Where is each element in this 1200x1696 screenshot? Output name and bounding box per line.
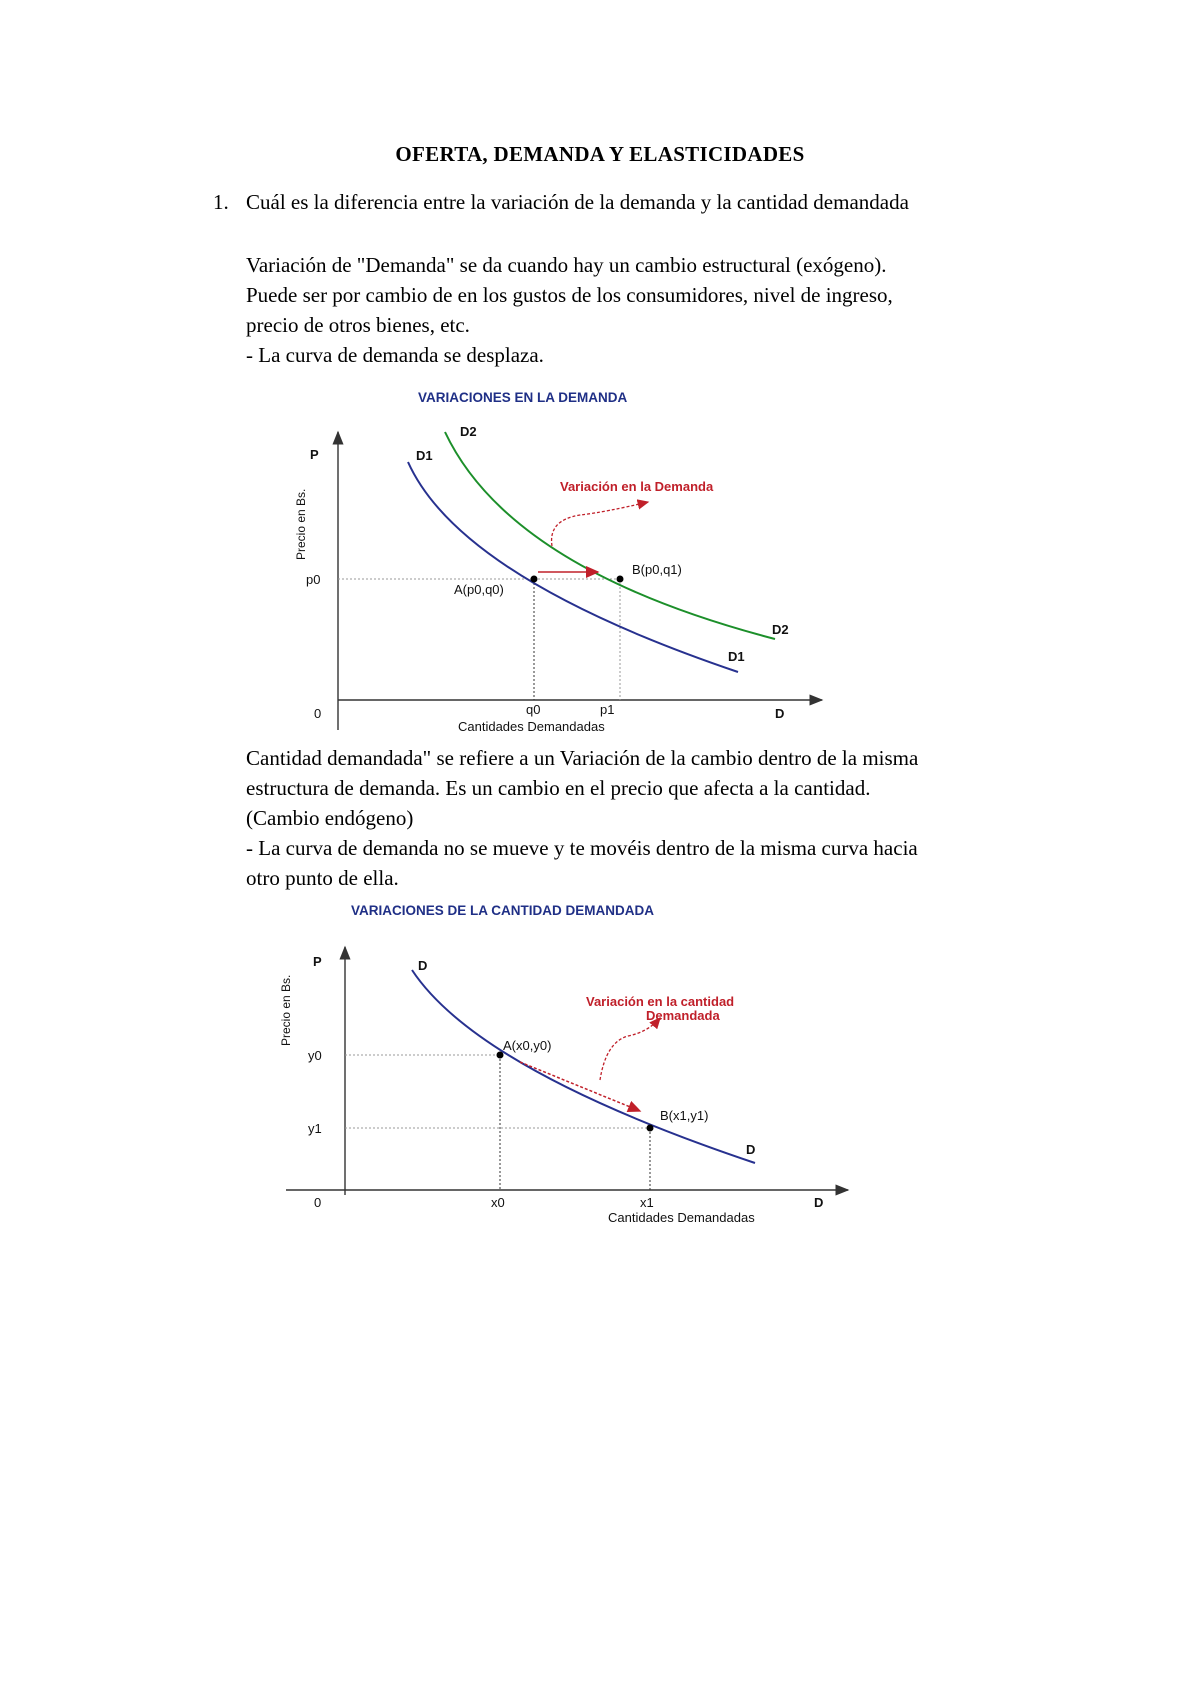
figure2-label-a: A(x0,y0): [503, 1038, 552, 1053]
figure2-origin: 0: [314, 1195, 322, 1210]
figure-quantity-variation: [279, 903, 848, 1225]
figure1-label-a: A(p0,q0): [454, 582, 504, 597]
figure2-move-arrow: [520, 1062, 640, 1111]
paragraph-line: otro punto de ella.: [246, 866, 399, 890]
page-title: OFERTA, DEMANDA Y ELASTICIDADES: [395, 142, 805, 166]
paragraph-line: Cantidad demandada" se refiere a un Variación de la cambio dentro de la misma: [246, 746, 919, 770]
figure1-tick-p1: p1: [600, 702, 615, 717]
figure2-label-d-end: D: [746, 1142, 756, 1157]
figure2-y-label: Precio en Bs.: [279, 974, 293, 1046]
figure1-origin: 0: [314, 706, 322, 721]
figure1-x-end: D: [775, 706, 785, 721]
figure1-curve-d2: [445, 432, 775, 639]
figure1-label-b: B(p0,q1): [632, 562, 682, 577]
figure2-annotation-line2: Demandada: [646, 1008, 720, 1023]
figure1-label-d1-end: D1: [728, 649, 745, 664]
paragraph-line: - La curva de demanda no se mueve y te movéis dentro de la misma curva hacia: [246, 836, 918, 860]
question-number: 1.: [213, 190, 229, 214]
figure1-x-label: Cantidades Demandadas: [458, 719, 605, 734]
figure1-tick-q0: q0: [526, 702, 541, 717]
figure1-point-b: [617, 576, 624, 583]
question-text: Cuál es la diferencia entre la variación de la demanda y la cantidad demandada: [246, 190, 909, 214]
figure-demand-variation: [294, 390, 822, 734]
paragraph-line: precio de otros bienes, etc.: [246, 313, 470, 337]
figure2-tick-y0: y0: [308, 1048, 322, 1063]
figure2-tick-x1: x1: [640, 1195, 654, 1210]
figure1-y-label: Precio en Bs.: [294, 488, 308, 560]
figure2-x-label: Cantidades Demandadas: [608, 1210, 755, 1225]
figure2-label-d: D: [418, 958, 428, 973]
figure2-tick-x0: x0: [491, 1195, 505, 1210]
paragraph-line: Puede ser por cambio de en los gustos de los consumidores, nivel de ingreso,: [246, 283, 893, 307]
paragraph-line: Variación de "Demanda" se da cuando hay un cambio estructural (exógeno).: [246, 253, 887, 277]
figure2-y-letter: P: [313, 954, 322, 969]
figure2-label-b: B(x1,y1): [660, 1108, 709, 1123]
figure1-label-d2-end: D2: [772, 622, 789, 637]
figure1-label-d2: D2: [460, 424, 477, 439]
figure1-annotation-arrow: [552, 502, 648, 546]
figure2-point-b: [647, 1125, 654, 1132]
figure2-tick-y1: y1: [308, 1121, 322, 1136]
figure1-label-d1: D1: [416, 448, 433, 463]
figure2-title: VARIACIONES DE LA CANTIDAD DEMANDADA: [351, 903, 654, 918]
figure2-annotation-line1: Variación en la cantidad: [586, 994, 735, 1009]
figure1-annotation: Variación en la Demanda: [560, 479, 714, 494]
paragraph-line: - La curva de demanda se desplaza.: [246, 343, 544, 367]
figure1-point-a: [531, 576, 538, 583]
figure1-title: VARIACIONES EN LA DEMANDA: [418, 390, 628, 405]
figure2-x-end: D: [814, 1195, 824, 1210]
paragraph-line: (Cambio endógeno): [246, 806, 414, 830]
figure1-tick-p0: p0: [306, 572, 321, 587]
figure1-y-letter: P: [310, 447, 319, 462]
figure2-annotation-arrow: [600, 1018, 660, 1080]
paragraph-line: estructura de demanda. Es un cambio en el precio que afecta a la cantidad.: [246, 776, 871, 800]
